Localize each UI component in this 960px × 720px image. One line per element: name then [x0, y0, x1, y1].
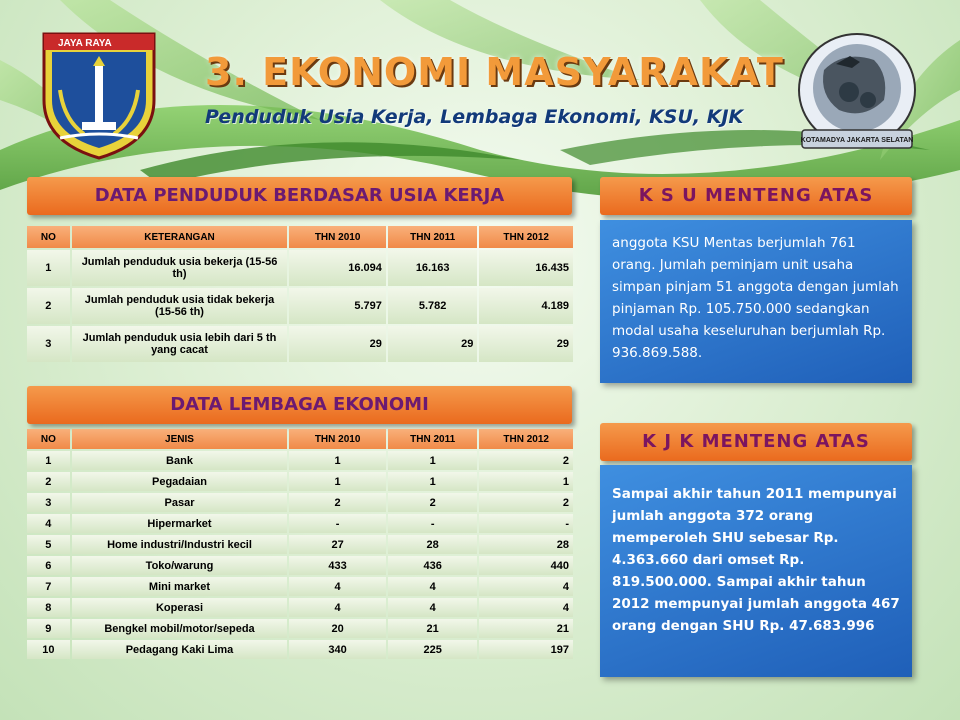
table-header-row — [27, 429, 573, 449]
table-row — [27, 451, 573, 470]
cell-no: 7 — [27, 577, 70, 596]
col-header: KETERANGAN — [72, 226, 288, 248]
cell-2012: 4 — [479, 577, 573, 596]
cell-2011: 436 — [388, 556, 477, 575]
lembaga-ekonomi-table — [25, 427, 575, 661]
cell-no: 5 — [27, 535, 70, 554]
cell-2011: 1 — [388, 451, 477, 470]
cell-2011: 21 — [388, 619, 477, 638]
cell-2011: 4 — [388, 598, 477, 617]
table-row — [27, 535, 573, 554]
table-row — [27, 288, 573, 324]
cell-2010: 4 — [289, 598, 386, 617]
svg-text:KOTAMADYA JAKARTA SELATAN: KOTAMADYA JAKARTA SELATAN — [800, 137, 914, 144]
col-header: JENIS — [72, 429, 288, 449]
table-row — [27, 514, 573, 533]
cell-2012: 16.435 — [479, 250, 573, 286]
cell-2010: 29 — [289, 326, 386, 362]
cell-2010: 2 — [289, 493, 386, 512]
cell-2012: 440 — [479, 556, 573, 575]
table-row — [27, 598, 573, 617]
cell-jenis: Mini market — [72, 577, 288, 596]
cell-2010: - — [289, 514, 386, 533]
table-header-row — [27, 226, 573, 248]
ksu-title: K S U MENTENG ATAS — [600, 177, 912, 215]
kjk-title: K J K MENTENG ATAS — [600, 423, 912, 461]
cell-2012: 21 — [479, 619, 573, 638]
cell-no: 1 — [27, 451, 70, 470]
cell-2011: 2 — [388, 493, 477, 512]
cell-2010: 340 — [289, 640, 386, 659]
cell-keterangan: Jumlah penduduk usia tidak bekerja (15-56 th) — [72, 288, 288, 324]
cell-2010: 16.094 — [289, 250, 386, 286]
cell-2011: 28 — [388, 535, 477, 554]
table-row — [27, 577, 573, 596]
cell-2010: 433 — [289, 556, 386, 575]
page-subtitle: Penduduk Usia Kerja, Lembaga Ekonomi, KSU, KJK — [205, 106, 744, 128]
col-header: THN 2010 — [289, 226, 386, 248]
usia-kerja-table — [25, 224, 575, 364]
col-header: NO — [27, 429, 70, 449]
cell-2012: 1 — [479, 472, 573, 491]
cell-no: 9 — [27, 619, 70, 638]
cell-jenis: Hipermarket — [72, 514, 288, 533]
cell-2012: 4 — [479, 598, 573, 617]
cell-2011: 225 — [388, 640, 477, 659]
table-row — [27, 250, 573, 286]
jakarta-selatan-logo — [794, 30, 920, 158]
cell-2012: 2 — [479, 451, 573, 470]
cell-no: 3 — [27, 493, 70, 512]
table-row — [27, 493, 573, 512]
svg-text:JAYA RAYA: JAYA RAYA — [58, 38, 112, 49]
cell-no: 3 — [27, 326, 70, 362]
cell-jenis: Bengkel mobil/motor/sepeda — [72, 619, 288, 638]
cell-2012: 29 — [479, 326, 573, 362]
table-row — [27, 619, 573, 638]
table2-title: DATA LEMBAGA EKONOMI — [27, 386, 572, 424]
cell-2010: 5.797 — [289, 288, 386, 324]
cell-jenis: Bank — [72, 451, 288, 470]
col-header: THN 2011 — [388, 226, 477, 248]
cell-no: 1 — [27, 250, 70, 286]
col-header: THN 2011 — [388, 429, 477, 449]
cell-jenis: Koperasi — [72, 598, 288, 617]
cell-2011: 5.782 — [388, 288, 477, 324]
cell-2012: 28 — [479, 535, 573, 554]
cell-2012: 197 — [479, 640, 573, 659]
page-title: 3. EKONOMI MASYARAKAT — [205, 50, 784, 94]
cell-no: 2 — [27, 288, 70, 324]
cell-2012: 2 — [479, 493, 573, 512]
ksu-description: anggota KSU Mentas berjumlah 761 orang. Jumlah peminjam unit usaha simpan pinjam 51 anggota dengan jumlah pinjaman Rp. 105.750.000 sedangkan modal usaha keseluruhan berjumlah Rp. 936.869.588. — [600, 220, 912, 383]
cell-2010: 1 — [289, 451, 386, 470]
cell-2011: 29 — [388, 326, 477, 362]
table-row — [27, 326, 573, 362]
cell-2010: 20 — [289, 619, 386, 638]
table1-title: DATA PENDUDUK BERDASAR USIA KERJA — [27, 177, 572, 215]
cell-jenis: Pasar — [72, 493, 288, 512]
cell-keterangan: Jumlah penduduk usia bekerja (15-56 th) — [72, 250, 288, 286]
cell-2010: 1 — [289, 472, 386, 491]
col-header: THN 2010 — [289, 429, 386, 449]
cell-2010: 27 — [289, 535, 386, 554]
table-row — [27, 640, 573, 659]
cell-2012: 4.189 — [479, 288, 573, 324]
cell-jenis: Toko/warung — [72, 556, 288, 575]
cell-no: 8 — [27, 598, 70, 617]
cell-jenis: Home industri/Industri kecil — [72, 535, 288, 554]
kjk-description: Sampai akhir tahun 2011 mempunyai jumlah anggota 372 orang memperoleh SHU sebesar Rp. 4.363.660 dari omset Rp. 819.500.000. Sampai akhir tahun 2012 mempunyai jumlah anggota 467 orang dengan SHU Rp. 47.683.996 — [600, 465, 912, 677]
cell-jenis: Pegadaian — [72, 472, 288, 491]
cell-jenis: Pedagang Kaki Lima — [72, 640, 288, 659]
cell-2012: - — [479, 514, 573, 533]
col-header: THN 2012 — [479, 226, 573, 248]
col-header: THN 2012 — [479, 429, 573, 449]
jakarta-crest-logo — [40, 30, 158, 162]
cell-2010: 4 — [289, 577, 386, 596]
table-row — [27, 556, 573, 575]
cell-keterangan: Jumlah penduduk usia lebih dari 5 th yang cacat — [72, 326, 288, 362]
cell-no: 4 — [27, 514, 70, 533]
cell-2011: - — [388, 514, 477, 533]
table-row — [27, 472, 573, 491]
cell-2011: 4 — [388, 577, 477, 596]
col-header: NO — [27, 226, 70, 248]
cell-2011: 16.163 — [388, 250, 477, 286]
cell-2011: 1 — [388, 472, 477, 491]
cell-no: 2 — [27, 472, 70, 491]
cell-no: 10 — [27, 640, 70, 659]
cell-no: 6 — [27, 556, 70, 575]
